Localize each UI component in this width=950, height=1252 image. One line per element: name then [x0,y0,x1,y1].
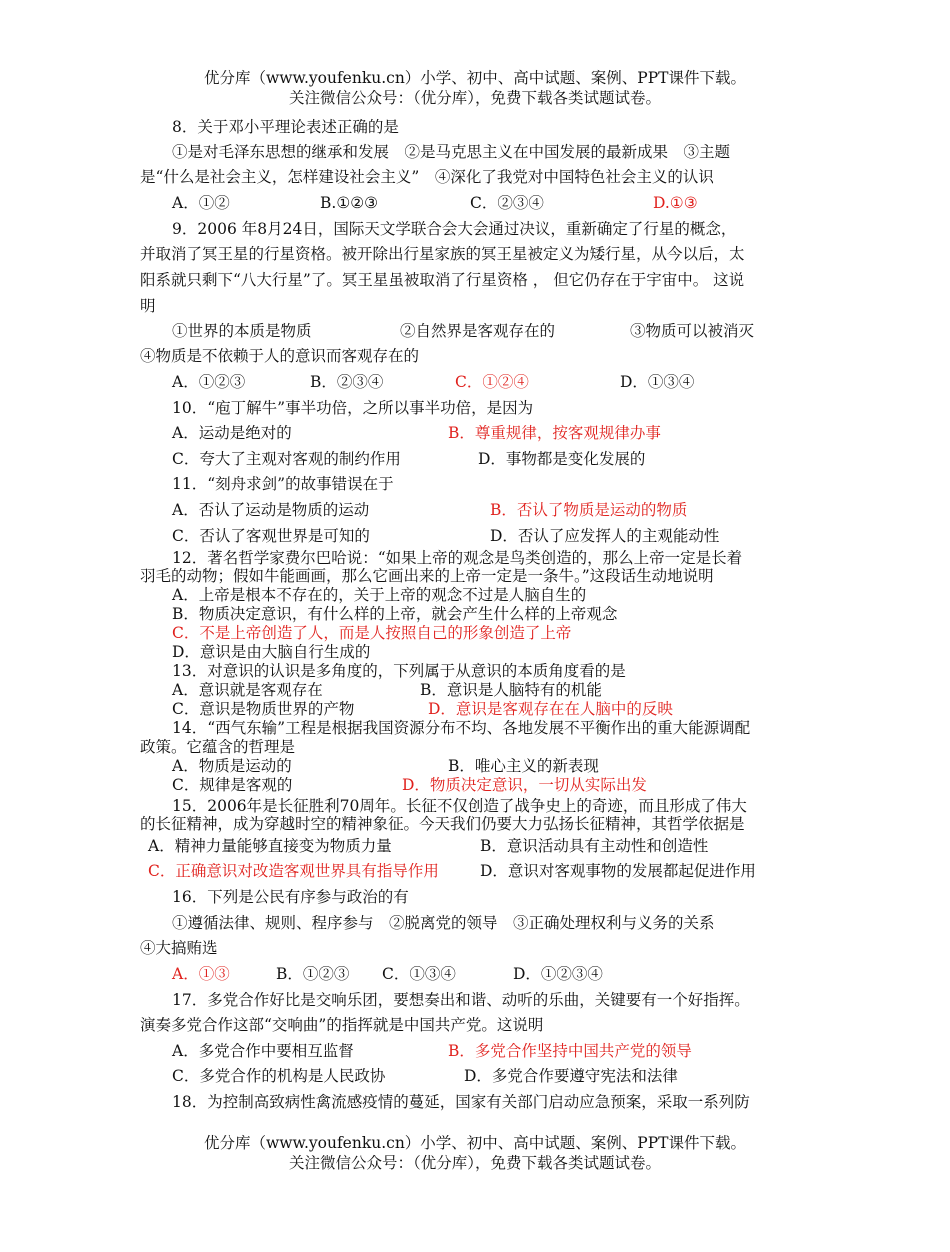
q16-option-c: C．①③④ [382,965,456,983]
q15-option-b: B．意识活动具有主动性和创造性 [480,837,709,855]
q11-option-d: D．否认了应发挥人的主观能动性 [490,527,720,545]
q9-statement-3: ③物质可以被消灭 [630,322,755,340]
q16-option-d: D．①②③④ [513,965,603,983]
q8-option-b: B.①②③ [320,194,379,212]
q15-option-c-answer: C．正确意识对改造客观世界具有指导作用 [148,862,439,880]
header-line-1: 优分库（www.youfenku.cn）小学、初中、高中试题、案例、PPT课件下载。 [203,69,747,87]
q14-stem: 14．“西气东输”工程是根据我国资源分布不均、各地发展不平衡作出的重大能源调配 [172,719,751,737]
q17-option-a: A．多党合作中要相互监督 [172,1042,354,1060]
q16-statements: ①遵循法律、规则、程序参与 ②脱离党的领导 ③正确处理权利与义务的关系 [172,914,715,932]
q16-option-a-answer: A．①③ [172,965,230,983]
q9-stem-line-2: 并取消了冥王星的行星资格。被开除出行星家族的冥王星被定义为矮行星，从今以后，太 [140,245,745,263]
q16-stem: 16．下列是公民有序参与政治的有 [172,888,409,906]
q9-option-b: B．②③④ [310,373,384,391]
q9-stem-line-4: 明 [140,297,156,315]
q16-statement-4: ④大搞贿选 [140,939,218,957]
q8-option-a: A．①② [172,194,230,212]
q13-option-a: A．意识就是客观存在 [172,681,323,699]
q14-option-a: A．物质是运动的 [172,757,292,775]
q13-stem: 13．对意识的认识是多角度的，下列属于从意识的本质角度看的是 [172,662,626,680]
q10-option-a: A．运动是绝对的 [172,424,292,442]
q17-stem-line-2: 演奏多党合作这部“交响曲”的指挥就是中国共产党。这说明 [140,1016,544,1034]
q9-statement-1: ①世界的本质是物质 [172,322,312,340]
q12-option-a: A．上帝是根本不存在的，关于上帝的观念不过是人脑自生的 [172,586,587,604]
q11-stem: 11．“刻舟求剑”的故事错误在于 [172,475,394,493]
page-footer [0,1133,950,1173]
q14-option-b: B．唯心主义的新表现 [448,757,599,775]
q8-statements: ①是对毛泽东思想的继承和发展 ②是马克思主义在中国发展的最新成果 ③主题 [172,143,731,161]
q9-stem: 9．2006 年8月24日，国际天文学联合会大会通过决议，重新确定了行星的概念， [172,220,737,238]
q12-option-b: B．物质决定意识，有什么样的上帝，就会产生什么样的上帝观念 [172,605,618,623]
q14-option-d-answer: D．物质决定意识，一切从实际出发 [402,776,647,794]
q11-option-a: A．否认了运动是物质的运动 [172,501,370,519]
q15-option-a: A．精神力量能够直接变为物质力量 [148,837,392,855]
q13-option-b: B．意识是人脑特有的机能 [420,681,602,699]
q14-stem-line-2: 政策。它蕴含的哲理是 [140,738,296,756]
q9-statement-4: ④物质是不依赖于人的意识而客观存在的 [140,347,420,365]
q14-option-c: C．规律是客观的 [172,776,293,794]
q12-option-d: D．意识是由大脑自行生成的 [172,643,371,661]
q15-option-d: D．意识对客观事物的发展都起促进作用 [480,862,756,880]
q11-option-b-answer: B．否认了物质是运动的物质 [490,501,688,519]
q8-option-c: C．②③④ [470,194,544,212]
q15-stem-line-2: 的长征精神，成为穿越时空的精神象征。今天我们仍要大力弘扬长征精神，其哲学依据是 [140,815,745,833]
q9-stem-line-3: 阳系就只剩下“八大行星”了。冥王星虽被取消了行星资格 ， 但它仍存在于宇宙中。 这说 [140,271,745,289]
q18-stem: 18．为控制高致病性禽流感疫情的蔓延，国家有关部门启动应急预案，采取一系列防 [172,1093,750,1111]
q11-option-c: C．否认了客观世界是可知的 [172,527,370,545]
q17-option-b-answer: B．多党合作坚持中国共产党的领导 [448,1042,692,1060]
header-line-2: 关注微信公众号：（优分库），免费下载各类试题试卷。 [288,89,661,107]
q8-option-d-answer: D.①③ [653,194,698,212]
q8-stem: 8．关于邓小平理论表述正确的是 [172,118,399,136]
page-header [0,68,950,108]
footer-line-2: 关注微信公众号：（优分库），免费下载各类试题试卷。 [288,1154,661,1172]
q12-option-c-answer: C．不是上帝创造了人，而是人按照自己的形象创造了上帝 [172,624,572,642]
q8-statements-cont: 是“什么是社会主义，怎样建设社会主义” ④深化了我党对中国特色社会主义的认识 [140,168,714,186]
q9-option-d: D．①③④ [620,373,695,391]
q12-stem-line-2: 羽毛的动物；假如牛能画画，那么它画出来的上帝一定是一条牛。”这段话生动地说明 [140,567,714,585]
q10-option-c: C．夸大了主观对客观的制约作用 [172,450,401,468]
q16-option-b: B．①②③ [276,965,350,983]
q12-stem: 12．著名哲学家费尔巴哈说：“如果上帝的观念是鸟类创造的，那么上帝一定是长着 [172,549,743,567]
q15-stem: 15．2006年是长征胜利70周年。长征不仅创造了战争史上的奇迹，而且形成了伟大 [172,797,747,815]
q17-option-c: C．多党合作的机构是人民政协 [172,1067,386,1085]
q13-option-d-answer: D．意识是客观存在在人脑中的反映 [428,700,673,718]
footer-line-1: 优分库（www.youfenku.cn）小学、初中、高中试题、案例、PPT课件下载。 [203,1134,747,1152]
q17-stem: 17．多党合作好比是交响乐团，要想奏出和谐、动听的乐曲，关键要有一个好指挥。 [172,991,750,1009]
q10-stem: 10．“庖丁解牛”事半功倍，之所以事半功倍，是因为 [172,399,534,417]
q9-option-c-answer: C．①②④ [455,373,529,391]
q13-option-c: C．意识是物质世界的产物 [172,700,355,718]
q10-option-d: D．事物都是变化发展的 [478,450,646,468]
q17-option-d: D．多党合作要遵守宪法和法律 [464,1067,678,1085]
q9-statement-2: ②自然界是客观存在的 [400,322,556,340]
q10-option-b-answer: B．尊重规律，按客观规律办事 [448,424,661,442]
q9-option-a: A．①②③ [172,373,246,391]
